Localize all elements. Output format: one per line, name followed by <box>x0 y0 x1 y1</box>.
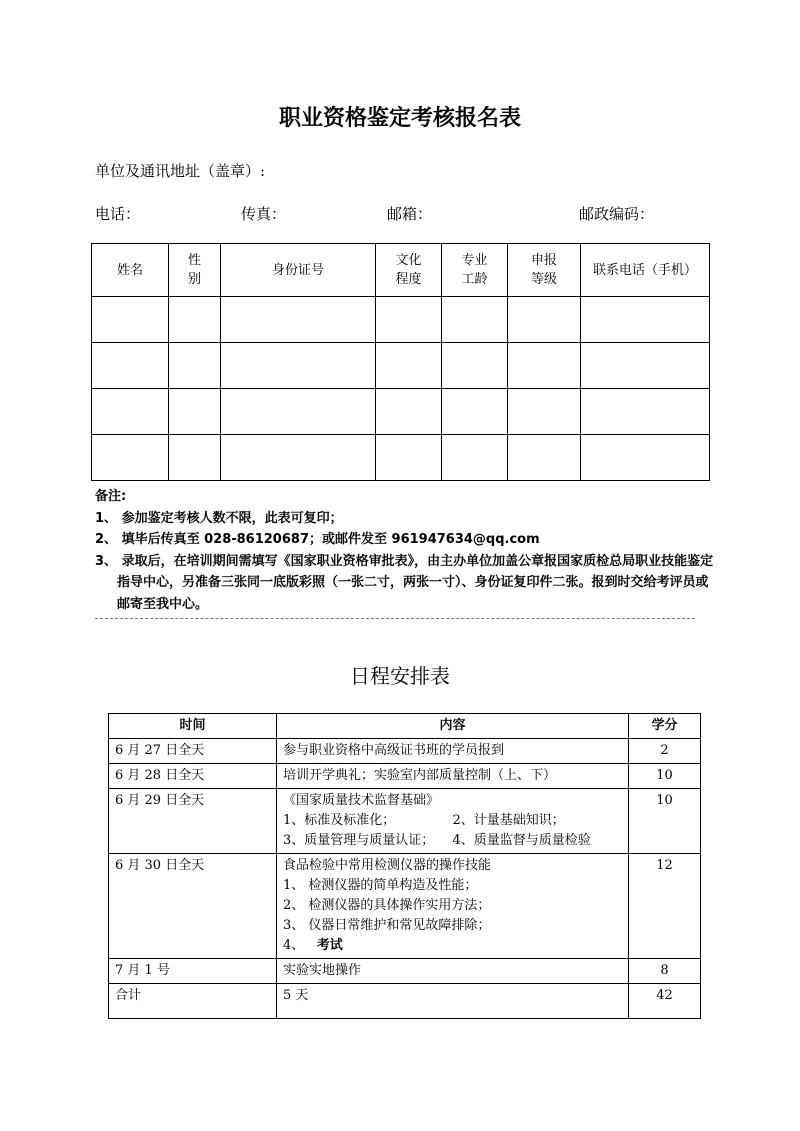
schedule-time: 6 月 27 日全天 <box>109 739 277 764</box>
table-row <box>109 739 701 764</box>
cell[interactable] <box>508 389 581 435</box>
schedule-header-row <box>109 714 701 739</box>
header-mobile: 联系电话（手机） <box>581 244 710 297</box>
header-education: 文化 程度 <box>376 244 442 297</box>
notes-heading: 备注: <box>95 489 127 504</box>
cell[interactable] <box>221 297 376 343</box>
cell[interactable] <box>169 297 221 343</box>
header-name: 姓名 <box>92 244 169 297</box>
schedule-credit: 2 <box>629 739 701 764</box>
schedule-time: 6 月 29 日全天 <box>109 789 277 854</box>
exam-label: 考试 <box>316 938 343 953</box>
schedule-time: 合计 <box>109 984 277 1019</box>
schedule-time: 6 月 28 日全天 <box>109 764 277 789</box>
schedule-content <box>277 789 629 854</box>
schedule-subitem: 2、计量基础知识； <box>452 813 565 828</box>
schedule-content-main: 食品检验中常用检测仪器的操作技能 <box>283 858 492 873</box>
table-row <box>92 343 710 389</box>
registration-table <box>91 243 710 481</box>
schedule-credit: 12 <box>629 854 701 959</box>
table-row <box>109 764 701 789</box>
table-row <box>109 984 701 1019</box>
schedule-credit: 10 <box>629 764 701 789</box>
schedule-subitem: 2、 检测仪器的具体操作实用方法； <box>283 898 491 913</box>
cell[interactable] <box>581 297 710 343</box>
note-item: 2、 填毕后传真至 028-86120687；或邮件发至 961947634@qq.com <box>95 532 540 547</box>
schedule-subitem: 1、 检测仪器的简单构造及性能； <box>283 878 478 893</box>
table-row <box>92 435 710 481</box>
schedule-subitem <box>283 936 622 956</box>
schedule-content: 参与职业资格中高级证书班的学员报到 <box>277 739 629 764</box>
schedule-credit: 8 <box>629 959 701 984</box>
cell[interactable] <box>169 389 221 435</box>
cell[interactable] <box>92 389 169 435</box>
schedule-subitem: 4、质量监督与质量检验 <box>452 833 591 848</box>
postcode-label: 邮政编码： <box>579 205 655 223</box>
subitem-prefix: 4、 <box>283 938 305 953</box>
header-id-number: 身份证号 <box>221 244 376 297</box>
table-row <box>92 297 710 343</box>
cell[interactable] <box>581 343 710 389</box>
header-content: 内容 <box>277 714 629 739</box>
note-item: 1、 参加鉴定考核人数不限，此表可复印； <box>95 510 343 526</box>
unit-address-label: 单位及通讯地址（盖章）: <box>95 162 266 180</box>
table-row <box>109 959 701 984</box>
schedule-subitem: 3、 仪器日常维护和常见故障排除； <box>283 918 491 933</box>
schedule-table <box>108 713 701 1019</box>
page-title: 职业资格鉴定考核报名表 <box>278 106 521 131</box>
email-label: 邮箱： <box>387 205 433 223</box>
table-row <box>92 389 710 435</box>
cell[interactable] <box>442 343 508 389</box>
cell[interactable] <box>508 435 581 481</box>
header-time: 时间 <box>109 714 277 739</box>
cell[interactable] <box>442 435 508 481</box>
fax-label: 传真： <box>241 205 287 223</box>
cell[interactable] <box>581 435 710 481</box>
notes <box>95 486 715 615</box>
schedule-content <box>277 854 629 959</box>
subitem-pair <box>283 831 622 851</box>
schedule-content: 5 天 <box>277 984 629 1019</box>
header-work-years: 专业 工龄 <box>442 244 508 297</box>
dashed-divider <box>95 618 695 619</box>
schedule-time: 7 月 1 号 <box>109 959 277 984</box>
cell[interactable] <box>442 389 508 435</box>
schedule-title: 日程安排表 <box>350 664 450 688</box>
header-level: 申报 等级 <box>508 244 581 297</box>
cell[interactable] <box>92 297 169 343</box>
header-gender: 性 别 <box>169 244 221 297</box>
cell[interactable] <box>169 435 221 481</box>
cell[interactable] <box>376 435 442 481</box>
cell[interactable] <box>581 389 710 435</box>
schedule-content-main: 《国家质量技术监督基础》 <box>283 793 440 808</box>
cell[interactable] <box>221 343 376 389</box>
schedule-credit: 10 <box>629 789 701 854</box>
cell[interactable] <box>376 297 442 343</box>
cell[interactable] <box>376 343 442 389</box>
cell[interactable] <box>442 297 508 343</box>
cell[interactable] <box>92 435 169 481</box>
header-credit: 学分 <box>629 714 701 739</box>
table-row <box>109 854 701 959</box>
schedule-time: 6 月 30 日全天 <box>109 854 277 959</box>
registration-header-row <box>92 244 710 297</box>
schedule-subitem: 3、质量管理与质量认证； <box>283 833 435 848</box>
cell[interactable] <box>221 389 376 435</box>
cell[interactable] <box>508 343 581 389</box>
cell[interactable] <box>376 389 442 435</box>
table-row <box>109 789 701 854</box>
schedule-content: 培训开学典礼；实验室内部质量控制（上、下） <box>277 764 629 789</box>
cell[interactable] <box>221 435 376 481</box>
cell[interactable] <box>508 297 581 343</box>
schedule-subitem: 1、标准及标准化； <box>283 813 396 828</box>
subitem-pair <box>283 811 622 831</box>
phone-label: 电话： <box>95 205 141 223</box>
cell[interactable] <box>92 343 169 389</box>
schedule-content: 实验实地操作 <box>277 959 629 984</box>
cell[interactable] <box>169 343 221 389</box>
note-item: 3、 录取后，在培训期间需填写《国家职业资格审批表》，由主办单位加盖公章报国家质检总局职业技能鉴定指导中心，另准备三张同一底版彩照（一张二寸，两张一寸）、身份证复印件二张。报到时交给考评员或邮寄至我中心。 <box>95 553 714 612</box>
schedule-credit: 42 <box>629 984 701 1019</box>
